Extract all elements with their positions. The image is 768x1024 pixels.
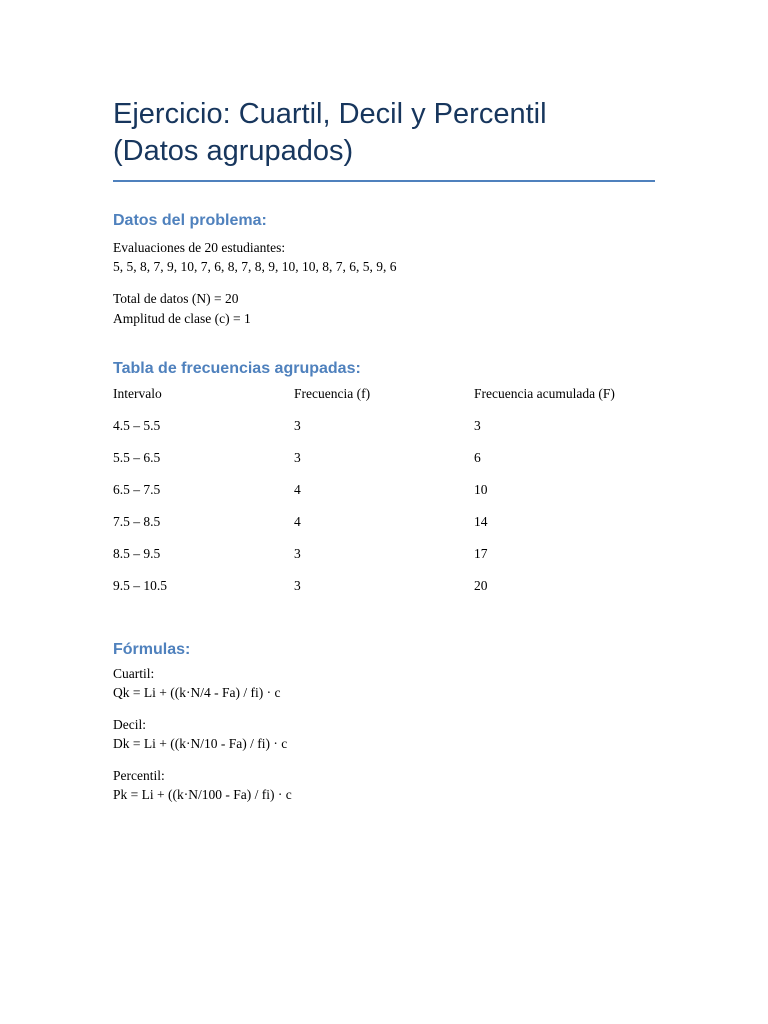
formulas-heading: Fórmulas: [113,641,191,658]
title-line-2: (Datos agrupados) [113,135,354,167]
percentil-formula: Pk = Li + ((k·N/100 - Fa) / fi) · c [113,787,292,802]
document-title [113,96,673,170]
cell-intervalo: 6.5 – 7.5 [113,482,161,497]
title-underline [113,180,655,182]
cell-acumulada: 10 [474,482,488,497]
cell-acumulada: 17 [474,546,488,561]
data-heading: Datos del problema: [113,212,267,229]
table-heading: Tabla de frecuencias agrupadas: [113,360,361,377]
header-frecuencia: Frecuencia (f) [294,386,371,401]
cell-frecuencia: 3 [294,418,301,433]
cell-frecuencia: 3 [294,450,301,465]
cell-frecuencia: 3 [294,578,301,593]
data-line-2: 5, 5, 8, 7, 9, 10, 7, 6, 8, 7, 8, 9, 10, 10, 8, 7, 6, 5, 9, 6 [113,259,397,274]
cell-frecuencia: 3 [294,546,301,561]
cuartil-formula: Qk = Li + ((k·N/4 - Fa) / fi) · c [113,685,281,700]
cell-frecuencia: 4 [294,514,301,529]
cell-intervalo: 9.5 – 10.5 [113,578,167,593]
cell-acumulada: 3 [474,418,481,433]
cell-intervalo: 8.5 – 9.5 [113,546,161,561]
data-line-1: Evaluaciones de 20 estudiantes: [113,240,286,255]
data-line-3: Total de datos (N) = 20 [113,291,239,306]
cell-acumulada: 20 [474,578,488,593]
cell-acumulada: 14 [474,514,488,529]
decil-formula: Dk = Li + ((k·N/10 - Fa) / fi) · c [113,736,288,751]
cell-intervalo: 4.5 – 5.5 [113,418,161,433]
cell-frecuencia: 4 [294,482,301,497]
decil-label: Decil: [113,717,146,732]
data-line-4: Amplitud de clase (c) = 1 [113,311,251,326]
cell-intervalo: 7.5 – 8.5 [113,514,161,529]
cell-acumulada: 6 [474,450,481,465]
cell-intervalo: 5.5 – 6.5 [113,450,161,465]
cuartil-label: Cuartil: [113,666,155,681]
title-line-1: Ejercicio: Cuartil, Decil y Percentil [113,98,547,130]
header-intervalo: Intervalo [113,386,162,401]
header-frecuencia-acumulada: Frecuencia acumulada (F) [474,386,615,401]
percentil-label: Percentil: [113,768,165,783]
